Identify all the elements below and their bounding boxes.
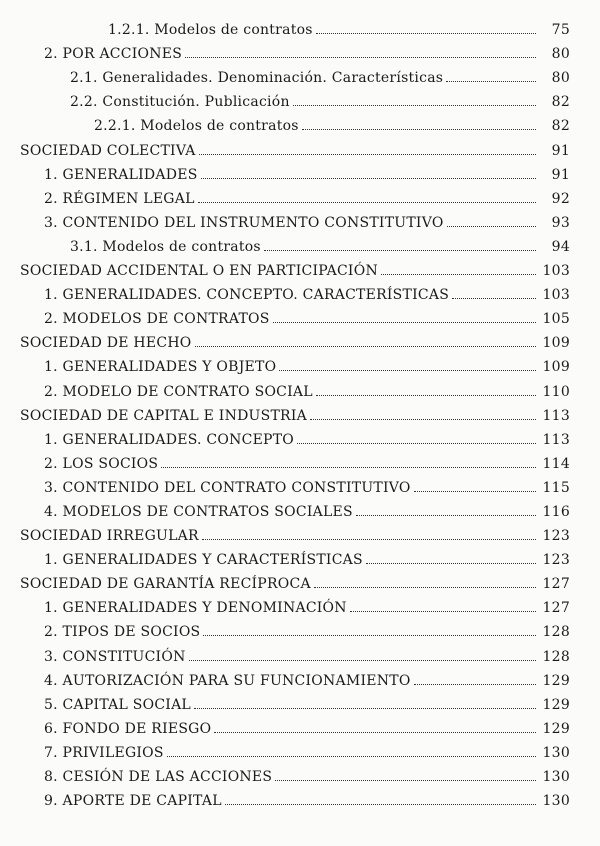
toc-entry: [0, 713, 600, 737]
dot-leader: [447, 225, 536, 227]
toc-entry: [0, 592, 600, 616]
toc-entry-page-number: 123: [542, 528, 570, 545]
dot-leader: [293, 104, 536, 106]
dot-leader: [167, 755, 536, 757]
toc-entry: [0, 400, 600, 424]
toc-entry-title: SOCIEDAD IRREGULAR: [20, 528, 199, 545]
dot-leader: [198, 201, 536, 203]
toc-entry-title: SOCIEDAD DE CAPITAL E INDUSTRIA: [20, 407, 307, 424]
dot-leader: [302, 128, 536, 130]
toc-entry-page-number: 75: [551, 22, 570, 39]
toc-entry-page-number: 127: [542, 600, 570, 617]
toc-entry: [0, 689, 600, 713]
dot-leader: [297, 442, 536, 444]
toc-entry: [0, 448, 600, 472]
toc-entry-title: 2. MODELOS DE CONTRATOS: [44, 311, 270, 328]
toc-entry: [0, 183, 600, 207]
toc-entry: [0, 159, 600, 183]
toc-entry: [0, 544, 600, 568]
toc-entry-page-number: 82: [551, 118, 570, 135]
toc-entry-page-number: 129: [542, 720, 570, 737]
toc-entry-title: 2. POR ACCIONES: [44, 46, 183, 63]
toc-entry-title: 2. RÉGIMEN LEGAL: [44, 190, 195, 207]
toc-entry-title: 1. GENERALIDADES Y CARACTERÍSTICAS: [44, 552, 363, 569]
toc-entry-title: 2. LOS SOCIOS: [44, 455, 159, 472]
toc-entry-page-number: 80: [551, 70, 570, 87]
toc-entry-page-number: 103: [542, 263, 570, 280]
toc-entry-title: SOCIEDAD COLECTIVA: [20, 142, 196, 159]
dot-leader: [214, 731, 536, 733]
toc-entry-page-number: 91: [551, 166, 570, 183]
toc-entry-page-number: 113: [542, 431, 570, 448]
toc-entry-title: 1.2.1. Modelos de contratos: [108, 22, 313, 39]
toc-entry: [0, 665, 600, 689]
toc-entry-page-number: 93: [551, 214, 570, 231]
toc-entry-title: 4. AUTORIZACIÓN PARA SU FUNCIONAMIENTO: [44, 672, 411, 689]
dot-leader: [202, 538, 536, 540]
toc-entry-title: 1. GENERALIDADES: [44, 166, 198, 183]
dot-leader: [161, 466, 536, 468]
toc-entry-title: 1. GENERALIDADES Y DENOMINACIÓN: [44, 600, 347, 617]
toc-entry-page-number: 110: [542, 383, 570, 400]
toc-entry: [0, 207, 600, 231]
dot-leader: [316, 394, 536, 396]
toc-entry-title: 3.1. Modelos de contratos: [70, 238, 261, 255]
toc-entry-page-number: 114: [542, 455, 570, 472]
toc-entry: [0, 351, 600, 375]
toc-entry-page-number: 123: [542, 552, 570, 569]
toc-entry: [0, 785, 600, 809]
table-of-contents: [0, 14, 600, 809]
toc-entry-page-number: 116: [542, 503, 570, 520]
toc-entry-page-number: 113: [542, 407, 570, 424]
toc-entry-page-number: 127: [542, 576, 570, 593]
dot-leader: [195, 345, 536, 347]
toc-entry-title: 5. CAPITAL SOCIAL: [44, 696, 191, 713]
toc-entry-page-number: 130: [542, 793, 570, 810]
toc-entry: [0, 424, 600, 448]
toc-entry-page-number: 109: [542, 335, 570, 352]
toc-entry-title: 1. GENERALIDADES Y OBJETO: [44, 359, 277, 376]
dot-leader: [189, 659, 536, 661]
toc-entry-page-number: 129: [542, 672, 570, 689]
toc-entry: [0, 520, 600, 544]
toc-entry-page-number: 128: [542, 624, 570, 641]
dot-leader: [414, 683, 536, 685]
toc-entry: [0, 375, 600, 399]
toc-entry-title: SOCIEDAD DE HECHO: [20, 335, 192, 352]
toc-entry: [0, 640, 600, 664]
toc-entry-page-number: 128: [542, 648, 570, 665]
toc-entry-page-number: 130: [542, 769, 570, 785]
toc-entry-title: 2. TIPOS DE SOCIOS: [44, 624, 201, 641]
dot-leader: [452, 297, 536, 299]
toc-entry-title: 1. GENERALIDADES. CONCEPTO. CARACTERÍSTICAS: [44, 287, 450, 304]
toc-entry-title: 4. MODELOS DE CONTRATOS SOCIALES: [44, 503, 353, 520]
dot-leader: [414, 490, 536, 492]
toc-entry: [0, 86, 600, 110]
toc-entry-page-number: 103: [542, 287, 570, 304]
toc-entry-title: 2.2. Constitución. Publicación: [70, 94, 290, 111]
toc-entry: [0, 616, 600, 640]
toc-entry: [0, 496, 600, 520]
dot-leader: [201, 177, 536, 179]
dot-leader: [366, 562, 536, 564]
dot-leader: [225, 803, 536, 805]
toc-entry-page-number: 105: [542, 311, 570, 328]
toc-entry: [0, 134, 600, 158]
dot-leader: [381, 273, 536, 275]
toc-entry: [0, 62, 600, 86]
toc-entry: [0, 737, 600, 761]
toc-entry-title: 2.2.1. Modelos de contratos: [94, 118, 299, 135]
toc-entry: [0, 568, 600, 592]
toc-entry-title: SOCIEDAD ACCIDENTAL O EN PARTICIPACIÓN: [20, 263, 378, 280]
toc-entry: [0, 327, 600, 351]
toc-entry: [0, 14, 600, 38]
dot-leader: [194, 707, 536, 709]
toc-entry-page-number: 80: [551, 46, 570, 63]
toc-entry-page-number: 92: [551, 190, 570, 207]
toc-entry-title: 3. CONTENIDO DEL INSTRUMENTO CONSTITUTIVO: [44, 214, 444, 231]
dot-leader: [446, 80, 536, 82]
toc-entry: [0, 38, 600, 62]
toc-entry-page-number: 115: [542, 479, 570, 496]
toc-entry-title: 2.1. Generalidades. Denominación. Características: [70, 70, 444, 87]
dot-leader: [350, 610, 536, 612]
dot-leader: [199, 153, 536, 155]
toc-entry-title: 7. PRIVILEGIOS: [44, 744, 164, 761]
toc-entry-title: 3. CONTENIDO DEL CONTRATO CONSTITUTIVO: [44, 479, 411, 496]
toc-entry-page-number: 91: [551, 142, 570, 159]
toc-entry-page-number: 130: [542, 744, 570, 761]
dot-leader: [203, 634, 536, 636]
toc-entry: [0, 231, 600, 255]
dot-leader: [264, 249, 536, 251]
toc-entry-title: 3. CONSTITUCIÓN: [44, 648, 186, 665]
toc-entry-page-number: 129: [542, 696, 570, 713]
toc-entry: [0, 255, 600, 279]
toc-entry: [0, 110, 600, 134]
toc-entry-title: 8. CESIÓN DE LAS ACCIONES: [44, 769, 273, 785]
dot-leader: [356, 514, 536, 516]
dot-leader: [279, 369, 536, 371]
toc-entry-title: 9. APORTE DE CAPITAL: [44, 793, 222, 810]
dot-leader: [273, 321, 536, 323]
toc-entry: [0, 761, 600, 785]
dot-leader: [316, 32, 536, 34]
dot-leader: [185, 56, 536, 58]
toc-entry-page-number: 82: [551, 94, 570, 111]
toc-entry: [0, 279, 600, 303]
toc-entry-title: 2. MODELO DE CONTRATO SOCIAL: [44, 383, 313, 400]
toc-entry: [0, 472, 600, 496]
toc-entry-page-number: 109: [542, 359, 570, 376]
dot-leader: [310, 418, 536, 420]
toc-entry-title: 6. FONDO DE RIESGO: [44, 720, 212, 737]
toc-entry-title: SOCIEDAD DE GARANTÍA RECÍPROCA: [20, 576, 311, 593]
toc-entry-page-number: 94: [551, 238, 570, 255]
toc-entry: [0, 303, 600, 327]
toc-entry-title: 1. GENERALIDADES. CONCEPTO: [44, 431, 295, 448]
dot-leader: [314, 586, 536, 588]
dot-leader: [275, 779, 536, 781]
